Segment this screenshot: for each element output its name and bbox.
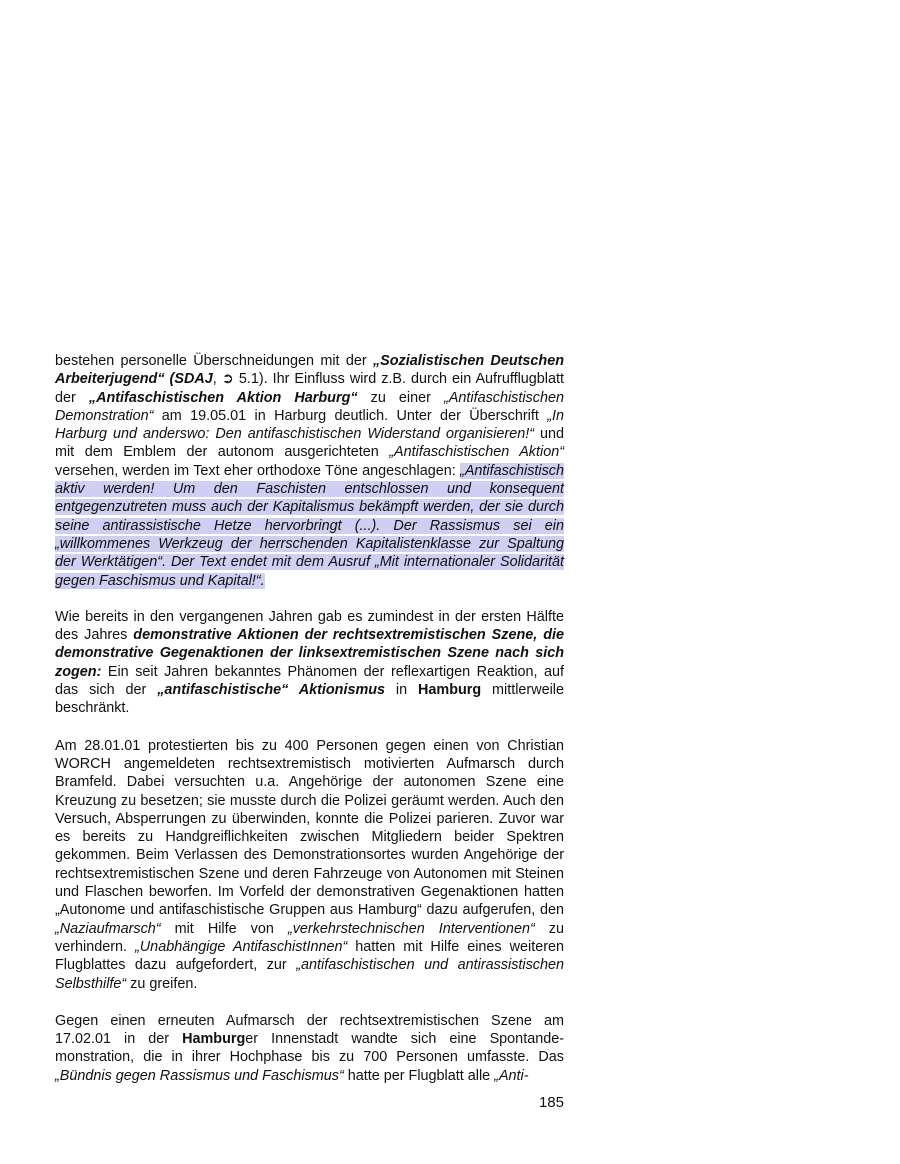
text-run: „antifaschistische“ Aktionismus (157, 682, 386, 699)
text-run: Wie bereits in den vergangenen Jahren gab es zumindest in der ersten Hälfte des Jahres (55, 608, 564, 644)
text-run: , (212, 371, 222, 388)
text-run: „verkehrstechnischen Interventionen“ (287, 920, 535, 937)
text-run: ➲ (221, 371, 234, 388)
paragraph-4 (55, 1012, 564, 1085)
document-body (55, 352, 564, 1104)
text-run: hatten mit Hilfe eines weiteren Flugblattes dazu aufgefordert, zur (55, 938, 565, 974)
paragraph-3 (55, 737, 564, 993)
text-run: zu greifen. (126, 975, 198, 992)
text-run: „Antifaschistischen Demonstration“ (55, 389, 564, 424)
paragraph-1 (55, 352, 564, 590)
text-run: am 19.05.01 in Harburg deutlich. Unter der Überschrift (153, 407, 548, 424)
text-run: „antifaschistischen und antirassistischen Selbsthilfe“ (55, 957, 564, 992)
text-run: „Sozialistischen Deutschen Arbeiterjugend“ (SDAJ (55, 353, 564, 388)
text-run: „Antifaschistischen Aktion Harburg“ (88, 389, 358, 406)
text-run: Am 28.01.01 protestierten bis zu 400 Personen gegen einen von Christian WORCH angemeldeten rechtsextremistisch motivierten Aufmarsch durch Bramfeld. Dabei versuchten u.a. Angehörige der autonomen Szene eine Kreuzung zu besetzen; sie musste durch die Polizei geräumt werden. Auch den Versuch, Absperrungen zu überwinden, konnte die Polizei parieren. Zuvor war es bereits zu Handgreiflichkeiten zwischen Mitgliedern beider Spektren gekommen. Beim Verlassen des Demonstrationsortes wurden Angehörige der rechtsextremistischen Szene und deren Fahrzeuge von Autonomen mit Steinen und Flaschen beworfen. Im Vorfeld der demonstrativen Gegenaktionen hatten „Autonome und antifaschistische Gruppen aus Hamburg“ dazu aufgerufen, den (55, 737, 564, 919)
text-run: „Anti- (494, 1067, 529, 1084)
text-run: „Naziaufmarsch“ (55, 920, 161, 937)
paragraph-2 (55, 608, 564, 718)
text-run: in (385, 682, 418, 699)
text-run: Ein seit Jahren bekanntes Phänomen der reflexartigen Reaktion, auf das sich der (55, 663, 564, 699)
text-run: er Innenstadt wandte sich eine Spontandemonstration, die in ihrer Hochphase bis zu 700 Personen umfasste. Das (55, 1031, 564, 1066)
text-run: bestehen personelle Überschneidungen mit der (55, 353, 373, 369)
page-number: 185 (538, 1094, 564, 1111)
text-run: Hamburg (182, 1031, 246, 1048)
text-run: mit Hilfe von (160, 920, 288, 937)
text-run: Hamburg (418, 682, 482, 699)
text-run: und mit dem Emblem der autonom ausgerichteten (55, 426, 565, 461)
text-run: zu verhindern. (55, 920, 564, 955)
text-run: mittlerweile beschränkt. (55, 682, 565, 717)
text-run: 5.1). Ihr Einfluss wird z.B. durch ein Aufrufflugblatt der (55, 371, 564, 406)
text-run: Gegen einen erneuten Aufmarsch der rechtsextremistischen Szene am 17.02.01 in der (55, 1012, 564, 1048)
text-run: versehen, werden im Text eher orthodoxe Töne angeschlagen: (55, 462, 461, 479)
highlighted-quote: „Antifaschistisch aktiv werden! Um den Faschisten entschlossen und konsequent entgegenzutreten muss auch der Kapitalismus bekämpft werden, der sie durch seine antirassistische Hetze hervorbringt (...). Der Rassismus sei ein „willkommenes Werkzeug der herrschenden Kapitalistenklasse zur Spaltung der Werktätigen“. Der Text endet mit dem Ausruf „Mit internationaler Solidarität gegen Faschismus und Kapital!“. (55, 462, 564, 589)
text-run: „Bündnis gegen Rassismus und Faschismus“ (55, 1067, 344, 1084)
text-run: „Unabhängige AntifaschistInnen“ (135, 938, 348, 955)
text-run: zu einer (357, 389, 444, 406)
text-run: hatte per Flugblatt alle (343, 1067, 495, 1084)
text-run: „Antifaschistischen Aktion“ (389, 444, 564, 461)
text-run: demonstrative Aktionen der rechtsextremistischen Szene, die demonstrative Gegenaktionen der linksextremistischen Szene nach sich zogen: (55, 627, 564, 680)
text-run: „In Harburg und anderswo: Den antifaschistischen Widerstand organisieren!“ (55, 407, 564, 443)
